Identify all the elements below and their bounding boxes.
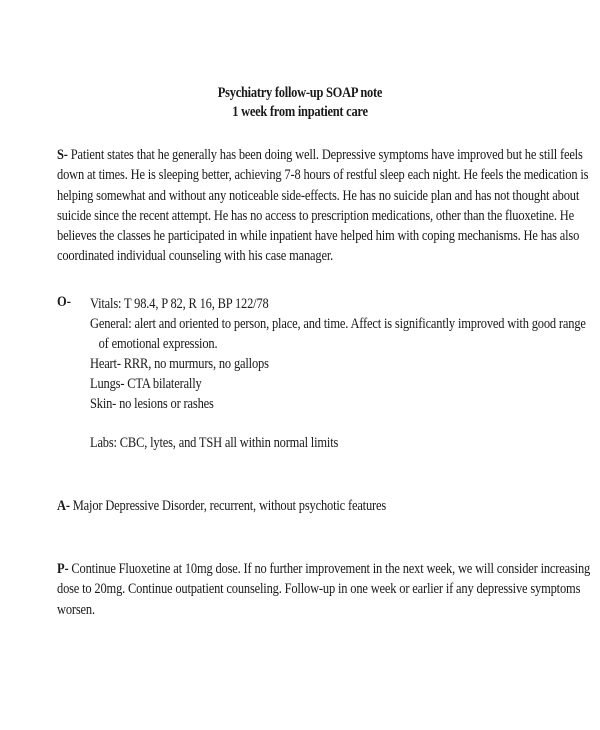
- assessment-text: Major Depressive Disorder, recurrent, without psychotic features: [69, 498, 387, 514]
- heart-line: Heart- RRR, no murmurs, no gallops: [90, 356, 269, 372]
- subjective-section: [57, 145, 589, 267]
- subjective-label: S-: [57, 147, 68, 163]
- plan-line: [57, 559, 591, 579]
- plan-section: [57, 559, 591, 620]
- document-title: Psychiatry follow-up SOAP note: [217, 85, 383, 101]
- subjective-text: Patient states that he generally has been doing well. Depressive symptoms have improved but he still feels: [67, 147, 583, 163]
- vitals-line: Vitals: T 98.4, P 82, R 16, BP 122/78: [90, 296, 269, 312]
- skin-line: Skin- no lesions or rashes: [90, 396, 214, 412]
- plan-text: Continue Fluoxetine at 10mg dose. If no further improvement in the next week, we will consider increasing: [68, 561, 591, 577]
- subjective-line: [57, 145, 583, 165]
- plan-line: worsen.: [57, 601, 95, 618]
- plan-label: P-: [57, 561, 69, 577]
- plan-line: dose to 20mg. Continue outpatient counseling. Follow-up in one week or earlier if any depressive symptoms: [57, 581, 581, 598]
- lungs-line: Lungs- CTA bilaterally: [90, 376, 202, 392]
- subjective-line: coordinated individual counseling with his case manager.: [57, 248, 334, 265]
- objective-label: O-: [57, 294, 71, 310]
- subjective-line: believes the classes he participated in while inpatient have helped him with coping mechanisms. He has also: [57, 228, 580, 245]
- labs-line: Labs: CBC, lytes, and TSH all within normal limits: [90, 435, 339, 451]
- general-line-continued: of emotional expression.: [98, 336, 218, 352]
- document-subtitle: 1 week from inpatient care: [232, 104, 368, 120]
- assessment-section: [57, 496, 547, 516]
- assessment-line: [57, 496, 547, 516]
- objective-section: [90, 294, 586, 414]
- assessment-label: A-: [57, 498, 70, 514]
- subjective-line: down at times. He is sleeping better, achieving 7-8 hours of restful sleep each night. He feels the medication is: [57, 167, 589, 184]
- subjective-line: helping somewhat and without any noticeable side-effects. He has no suicide plan and has not thought about: [57, 187, 580, 204]
- general-line: General: alert and oriented to person, place, and time. Affect is significantly improved with good range: [90, 316, 586, 332]
- subjective-line: suicide since the recent attempt. He has no access to prescription medications, other than the fluoxetine. He: [57, 207, 574, 224]
